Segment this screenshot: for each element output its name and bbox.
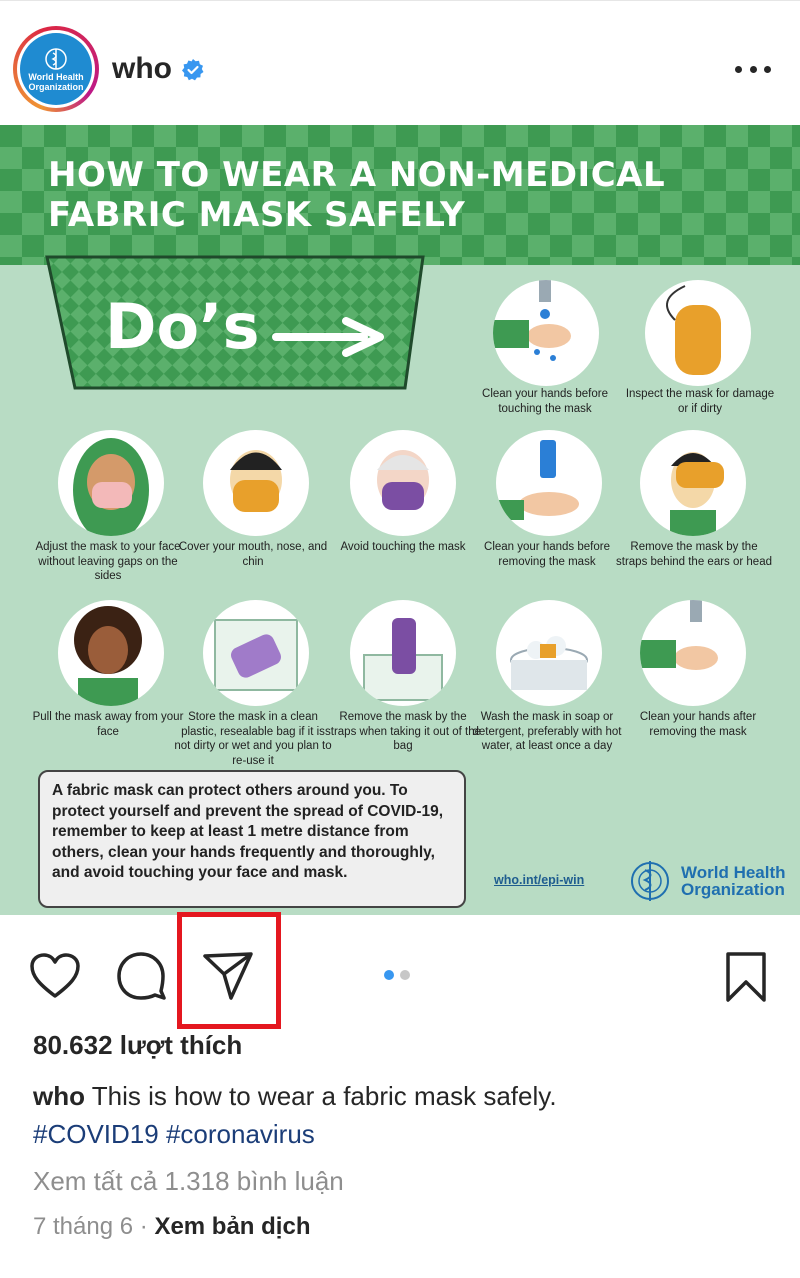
wash-bowl-icon: [496, 600, 602, 706]
view-all-comments-link[interactable]: Xem tất cả 1.318 bình luận: [33, 1166, 344, 1196]
arrow-right-icon: [272, 317, 390, 357]
step-illustration-cover-mouth: [203, 430, 309, 536]
caption-text: This is how to wear a fabric mask safely.: [91, 1081, 557, 1111]
bookmark-icon: [724, 951, 768, 1003]
faucet-hands-icon: [493, 280, 599, 386]
dos-label: Do’s: [105, 290, 260, 363]
step-label-1: Clean your hands before touching the mask: [482, 388, 608, 415]
person-curly-hair-icon: [58, 600, 164, 706]
step-illustration-inspect-mask: [645, 280, 751, 386]
avatar-label: World Health Organization: [28, 71, 84, 92]
post-meta: [33, 1213, 310, 1241]
caption-hashtags[interactable]: #COVID19 #coronavirus: [33, 1119, 315, 1149]
who-logo: [625, 858, 786, 904]
step-illustration-wash-after: [640, 600, 746, 706]
likes-count[interactable]: 80.632 lượt thích: [33, 1030, 243, 1060]
person-mask-icon: [203, 430, 309, 536]
carousel-dot: [400, 970, 410, 980]
sanitizer-icon: [496, 430, 602, 536]
infographic-title: [48, 155, 748, 235]
person-hijab-icon: [58, 430, 164, 536]
see-translation-link[interactable]: Xem bản dịch: [154, 1213, 311, 1240]
resealable-bag-icon: [203, 600, 309, 706]
infographic-link: who.int/epi-win: [494, 873, 585, 887]
step-illustration-pull-away: [58, 600, 164, 706]
like-button[interactable]: [28, 950, 82, 1002]
step-label-7: Remove the mask by the straps behind the ears or head: [616, 541, 772, 568]
heart-icon: [29, 952, 81, 1000]
caption: [33, 1077, 773, 1153]
caption-username[interactable]: who: [33, 1081, 85, 1111]
infographic-title-line2: FABRIC MASK SAFELY: [48, 195, 466, 235]
step-illustration-store-bag: [203, 600, 309, 706]
step-label-9: Store the mask in a clean plastic, resealable bag if it is not dirty or wet and you plan to re-use it: [174, 711, 332, 767]
step-label-5: Avoid touching the mask: [340, 541, 466, 553]
carousel-indicator: [384, 970, 410, 980]
step-label-10: Remove the mask by the straps when taking it out of the bag: [325, 711, 481, 752]
step-illustration-remove-straps: [640, 430, 746, 536]
un-emblem-icon: [625, 858, 675, 904]
faucet-hands-icon: [640, 600, 746, 706]
person-elder-icon: [350, 430, 456, 536]
highlight-box: [177, 912, 281, 1029]
step-label-3: Adjust the mask to your face without leaving gaps on the sides: [35, 541, 181, 582]
step-illustration-remove-from-bag: [350, 600, 456, 706]
who-avatar-logo: [20, 33, 92, 105]
avatar[interactable]: [13, 26, 99, 112]
step-label-8: Pull the mask away from your face: [32, 711, 184, 738]
verified-badge-icon: [181, 58, 205, 82]
step-illustration-sanitize: [496, 430, 602, 536]
post-username[interactable]: who: [112, 52, 172, 85]
step-label-12: Clean your hands after removing the mask: [639, 711, 757, 738]
post-date: 7 tháng 6: [33, 1213, 134, 1240]
who-logo-line1: World Health: [681, 863, 786, 882]
bag-mask-icon: [350, 600, 456, 706]
post-header: [0, 0, 800, 125]
step-illustration-wash-hands: [493, 280, 599, 386]
meta-separator: ·: [139, 1213, 148, 1240]
infographic-note: A fabric mask can protect others around you. To protect yourself and prevent the spread of COVID-19, remember to keep at least 1 metre distance from others, clean your hands frequently and thoroughly, and avoid touching your face and mask.: [38, 770, 466, 908]
comment-icon: [115, 951, 167, 1001]
person-remove-mask-icon: [640, 430, 746, 536]
comment-button[interactable]: [114, 950, 168, 1002]
who-logo-text: [681, 864, 786, 898]
carousel-dot-active: [384, 970, 394, 980]
un-emblem-icon: [41, 47, 71, 71]
who-logo-line2: Organization: [681, 880, 785, 899]
avatar-frame: [17, 30, 95, 108]
more-options-icon[interactable]: [735, 61, 771, 77]
step-label-11: Wash the mask in soap or detergent, preferably with hot water, at least once a day: [472, 711, 622, 752]
step-illustration-avoid-touching: [350, 430, 456, 536]
step-label-2: Inspect the mask for damage or if dirty: [625, 388, 775, 415]
save-button[interactable]: [720, 950, 772, 1004]
step-label-6: Clean your hands before removing the mask: [484, 541, 610, 568]
mask-icon: [645, 280, 751, 386]
step-illustration-adjust-mask: [58, 430, 164, 536]
post-image[interactable]: [0, 125, 800, 915]
infographic-title-line1: HOW TO WEAR A NON-MEDICAL: [48, 155, 666, 195]
step-label-4: Cover your mouth, nose, and chin: [178, 541, 328, 568]
step-illustration-wash-mask: [496, 600, 602, 706]
